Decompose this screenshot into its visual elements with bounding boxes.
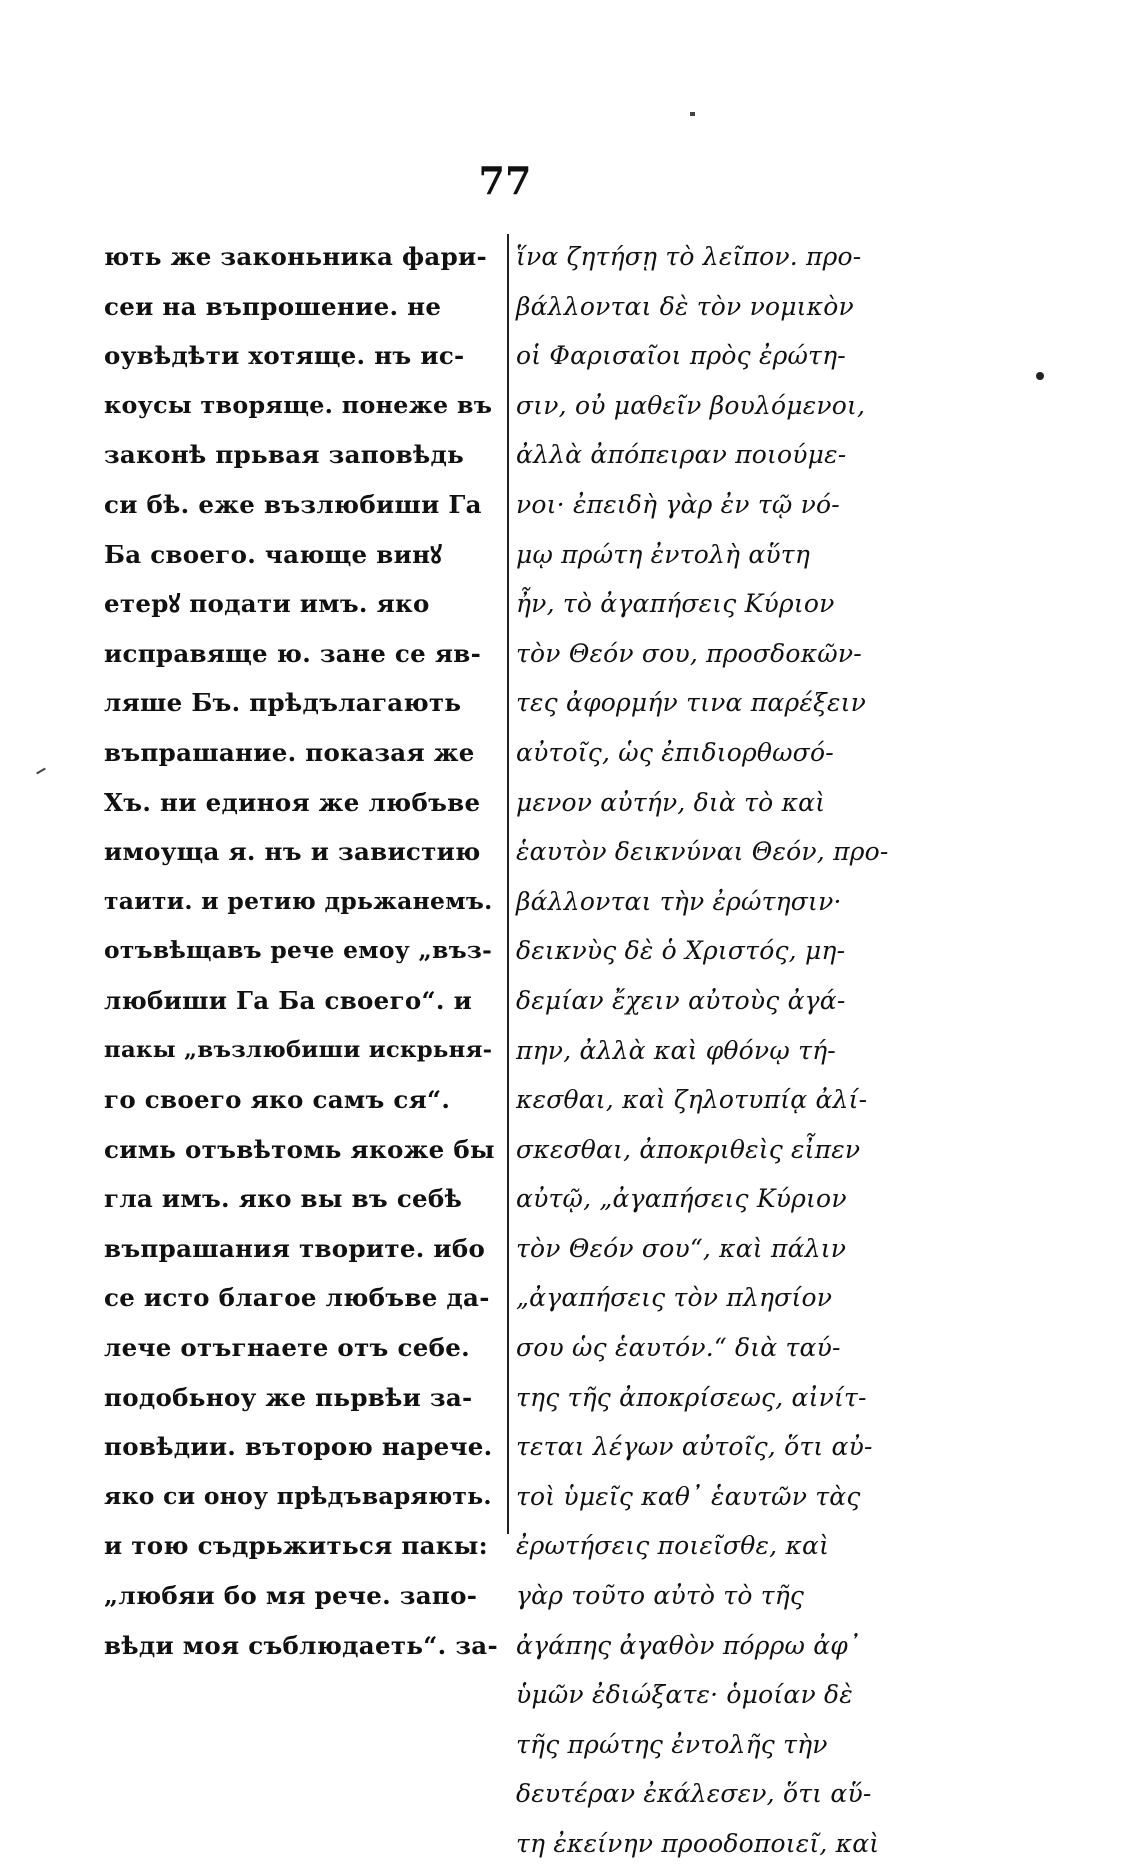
text-line: и тою съдрьжиться пакы: [104, 1531, 488, 1561]
text-line: οἱ Φαρισαῖοι πρὸς ἐρώτη- [516, 341, 846, 371]
text-line: μενον αὐτήν, διὰ τὸ καὶ [516, 787, 826, 817]
text-line: ἐρωτήσεις ποιεῖσθε, καὶ [516, 1531, 830, 1561]
text-line: имоуща я. нъ и завистию [104, 837, 481, 867]
text-line: Хъ. ни единоя же любъве [104, 787, 481, 817]
ink-tick [36, 768, 46, 775]
text-line: оувѣдѣти хотяще. нъ ис- [104, 341, 465, 371]
text-line: σου ὡς ἑαυτόν.“ διὰ ταύ- [516, 1333, 841, 1363]
text-line: ἑαυτὸν δεικνύναι Θεόν, προ- [516, 837, 889, 867]
text-line: κεσθαι, καὶ ζηλοτυπίᾳ ἀλί- [516, 1085, 868, 1115]
text-line: коусы творяще. понеже въ [104, 390, 493, 419]
text-line: въпрашание. показая же [104, 737, 475, 767]
text-line: въпрашания творите. ибо [104, 1233, 486, 1263]
text-line: βάλλονται τὴν ἐρώτησιν· [516, 886, 842, 916]
text-line: ἦν, τὸ ἀγαπήσεις Κύριον [516, 589, 835, 619]
text-line: της τῆς ἀποκρίσεως, αἰνίτ- [516, 1382, 867, 1412]
text-line: гла имъ. яко вы въ себѣ [104, 1184, 463, 1214]
greek-column [516, 232, 914, 1869]
text-line: τη ἐκείνην προοδοποιεῖ, καὶ [516, 1829, 880, 1858]
text-line: пакы „възлюбиши искрьня- [104, 1036, 493, 1063]
text-line: γὰρ τοῦτο αὐτὸ τὸ τῆς [516, 1581, 805, 1611]
old-church-slavonic-column [104, 232, 500, 1670]
text-line: σκεσθαι, ἀποκριθεὶς εἶπεν [516, 1134, 861, 1164]
text-line: μῳ πρώτη ἐντολὴ αὕτη [516, 539, 811, 569]
text-line: τὸν Θεόν σου“, καὶ πάλιν [516, 1233, 847, 1263]
text-line: τεται λέγων αὐτοῖς, ὅτι αὐ- [516, 1432, 873, 1462]
text-line: го своего яко самъ ся“. [104, 1085, 451, 1115]
ink-speck [690, 112, 695, 116]
text-line: ють же законьника фари- [104, 242, 487, 271]
text-line: си бѣ. еже възлюбиши Га [104, 489, 482, 519]
text-line: ляше Бъ. прѣдълагають [104, 688, 462, 718]
text-line: етерꙋ подати имъ. яко [104, 589, 430, 619]
text-line: „любяи бо мя рече. запо- [104, 1581, 478, 1611]
text-line: любиши Га Ба своего“. и [104, 985, 473, 1015]
text-line: δεμίαν ἔχειν αὐτοὺς ἀγά- [516, 985, 846, 1015]
text-line: отъвѣщавъ рече емоу „въз- [104, 936, 493, 965]
text-line: повѣдии. въторою нарече. [104, 1432, 493, 1462]
text-line: лече отъгнаете отъ себе. [104, 1333, 470, 1363]
text-line: яко си оноу прѣдъваряють. [104, 1481, 492, 1510]
page-number: 77 [478, 158, 532, 203]
text-line: δεικνὺς δὲ ὁ Χριστός, μη- [516, 936, 846, 966]
text-line: законѣ прьвая заповѣдь [104, 440, 465, 470]
text-line: ἵνα ζητήσῃ τὸ λεῖπον. προ- [516, 242, 862, 271]
text-line: сеи на въпрошение. не [104, 291, 442, 321]
text-line: αὐτῷ, „ἀγαπήσεις Κύριον [516, 1184, 847, 1214]
text-line: τοὶ ὑμεῖς καθ᾽ ἑαυτῶν τὰς [516, 1481, 861, 1511]
text-line: σιν, οὐ μαθεῖν βουλόμενοι, [516, 390, 866, 420]
text-line: νοι· ἐπειδὴ γὰρ ἐν τῷ νό- [516, 489, 840, 519]
text-line: ἀλλὰ ἀπόπειραν ποιούμε- [516, 440, 847, 470]
text-line: τῆς πρώτης ἐντολῆς τὴν [516, 1729, 828, 1759]
text-line: се исто благое любъве да- [104, 1283, 490, 1313]
text-line: исправяще ю. зане се яв- [104, 638, 482, 668]
text-line: τες ἀφορμήν τινα παρέξειν [516, 688, 866, 718]
text-line: симь отъвѣтомь якоже бы [104, 1134, 495, 1164]
column-divider [507, 234, 509, 1534]
text-line: τὸν Θεόν σου, προσδοκῶν- [516, 638, 862, 668]
text-line: вѣди моя съблюдаеть“. за- [104, 1630, 498, 1660]
text-line: ὑμῶν ἐδιώξατε· ὁμοίαν δὲ [516, 1680, 853, 1710]
ink-dot [1036, 372, 1044, 380]
text-line: подобьноу же пьрвѣи за- [104, 1382, 473, 1412]
text-line: ἀγάπης ἀγαθὸν πόρρω ἀφ᾽ [516, 1630, 861, 1660]
text-line: Ба своего. чающе винꙋ [104, 539, 443, 569]
text-line: „ἀγαπήσεις τὸν πλησίον [516, 1283, 833, 1313]
text-line: таити. и ретию дрьжанемъ. [104, 886, 493, 915]
text-line: βάλλονται δὲ τὸν νομικὸν [516, 291, 854, 321]
text-line: αὐτοῖς, ὡς ἐπιδιορθωσό- [516, 737, 834, 767]
text-line: πην, ἀλλὰ καὶ φθόνῳ τή- [516, 1035, 836, 1065]
text-line: δευτέραν ἐκάλεσεν, ὅτι αὕ- [516, 1779, 872, 1809]
